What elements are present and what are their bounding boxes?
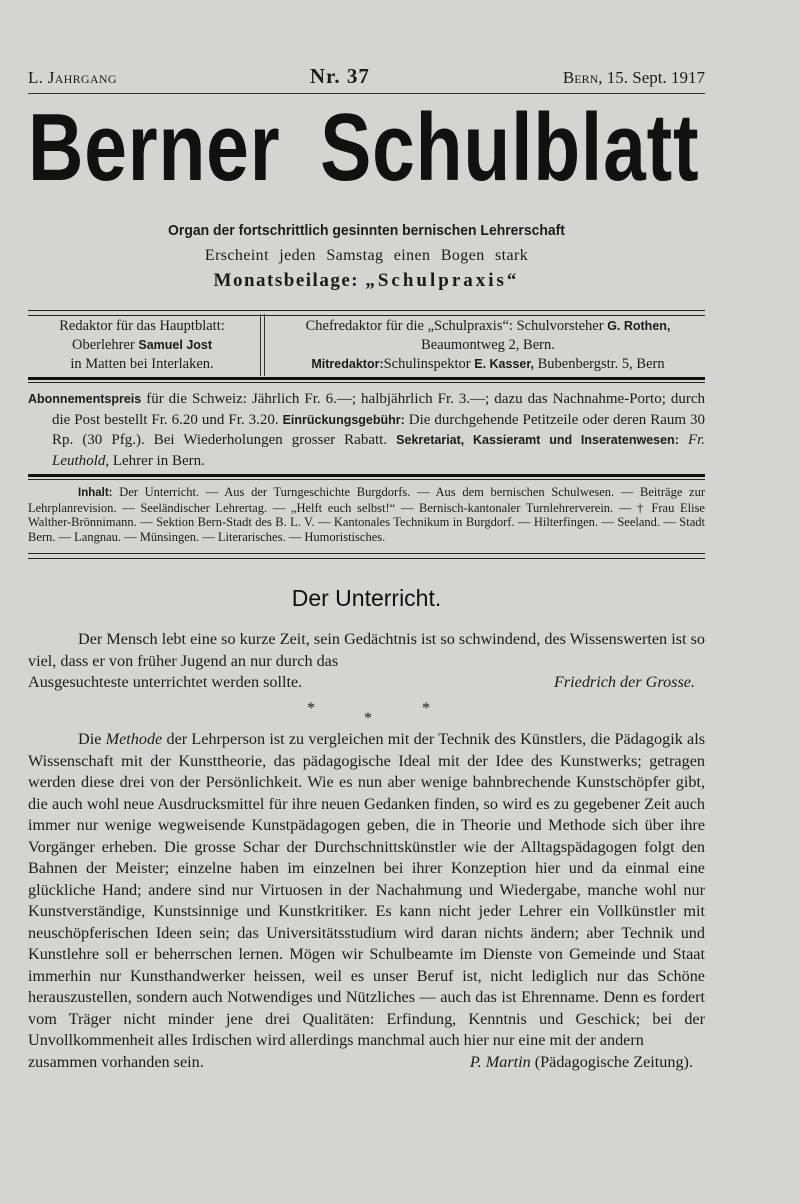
emphasis: Methode — [105, 730, 163, 748]
issue-date: 15. Sept. 1917 — [606, 68, 705, 87]
article-last-line — [28, 1052, 705, 1074]
insertion-label: Einrückungsgebühr: — [282, 412, 405, 427]
secretariat-text: Lehrer in Bern. — [112, 452, 205, 469]
column-divider — [260, 314, 265, 376]
subtitle-frequency: Erscheint jeden Samstag einen Bogen stark — [204, 247, 529, 264]
subtitle-supplement — [28, 270, 705, 292]
editor-main-name-line — [28, 336, 256, 355]
editor-name: Samuel Jost — [138, 338, 213, 352]
article-body — [28, 729, 705, 1073]
editor-title: Oberlehrer — [71, 337, 135, 353]
asterisk: * — [422, 700, 430, 717]
masthead-info-line — [28, 64, 705, 88]
issue-number: Nr. 37 — [309, 64, 370, 88]
table-of-contents — [28, 485, 705, 544]
volume-label: L. Jahrgang — [28, 68, 117, 87]
asterisk: * — [364, 710, 372, 727]
editor-main — [28, 317, 256, 374]
epigraph-text: Der Mensch lebt eine so kurze Zeit, sein Gedächtnis ist so schwindend, des Wissenswerten ist so viel, dass er von früher Jugend an nur durch das — [28, 630, 705, 670]
article-title: Der Unterricht. — [291, 585, 442, 611]
subscription-label: Abonnementspreis — [28, 392, 142, 406]
divider-rule — [28, 553, 705, 559]
supplement-label: Monatsbeilage: — [213, 270, 360, 291]
divider-rule — [28, 310, 705, 316]
paragraph-start: Die — [78, 730, 102, 748]
co-editor-address: Bubenbergstr. 5, Bern — [537, 356, 665, 372]
date-line — [563, 68, 705, 88]
epigraph — [28, 629, 705, 694]
secretariat-label: Sekretariat, Kassieramt und Inseratenwesen: — [396, 433, 679, 447]
paragraph-end: zusammen vorhanden sein. — [28, 1052, 204, 1071]
epigraph-last-line — [28, 672, 705, 694]
article-author: P. Martin — [469, 1052, 531, 1071]
section-break — [28, 700, 705, 727]
co-editor-line — [271, 355, 705, 374]
city: Bern, — [562, 68, 603, 87]
co-editor-name: E. Kasser, — [474, 357, 534, 371]
editors-box — [28, 317, 705, 375]
insertion-text: Die durchgehende Petitzeile oder deren Raum 30 Rp. (30 Pfg.). Bei Wiederholungen grosser Rabatt. — [52, 411, 706, 448]
subscription-info — [28, 389, 705, 471]
chief-editor-address: Beaumontweg 2, Bern. — [421, 337, 555, 353]
editor-main-address: in Matten bei Interlaken. — [70, 356, 214, 372]
divider-rule — [28, 474, 705, 480]
asterisk: * — [307, 700, 315, 717]
secretariat-name: Fr. Leuthold, — [52, 432, 706, 469]
epigraph-author: Friedrich der Grosse. — [553, 673, 695, 691]
chief-editor-role: Chefredaktor für die „Schulpraxis“: Schulvorsteher — [305, 318, 604, 334]
co-editor-title: Schulinspektor — [383, 356, 471, 372]
chief-editor-line — [271, 317, 705, 336]
divider-rule — [28, 377, 705, 383]
article-publication: (Pädagogische Zeitung). — [534, 1052, 693, 1071]
supplement-name: „Schulpraxis“ — [365, 270, 520, 291]
editor-supplement — [271, 317, 705, 374]
paragraph-text: der Lehrperson ist zu vergleichen mit der Technik des Künstlers, die Pädagogik als Wissenschaft mit der Kunsttheorie, das pädagogische Ideal mit der Idee des Kunstwerks; getragen werden diese drei von der Persönlichkeit. Wie es nun aber wenige bahnbrechende Kunstschöpfer gibt, die auch wohl neue Ausdrucksmittel für ihre neuen Gedanken finden, so wird es zu gegebener Zeit auch immer nur wenige wegweisende Kunstpädagogen geben, die in Theorie und Methode sich über ihre Vorgänger erheben. Die grosse Schar der Durchschnittskünstler wie der Alltagspädagogen folgt den Bahnen der Meister; einzelne haben im einzelnen bei ihrer Konzeption hier und da einmal eine glückliche Hand; andere sind nur Virtuosen in der Nachahmung und Wiedergabe, manche wohl nur Kunstverständige, Kunstsinnige und Kunstkritiker. Es kann nicht jeder Lehrer ein Vollkünstler mit neuschöpferischen Ideen sein; das Universitätsstudium wird daran nichts ändern; aber Technik und Kunstlehre soll er beherrschen lernen. Mögen wir Schulbeamte im Dienste von Gemeinde und Staat immerhin nur Kunsthandwerker heissen, weil es unser Beruf ist, nicht lediglich nur das Schöne herauszustellen, sondern auch Notwendiges und Nützliches — auch das ist Ehrenname. Denn es fordert vom Träger nicht minder jene drei Qualitäten: Erfindung, Kenntnis und Geschick; bei der Unvollkommenheit alles Irdischen wird allerdings manchmal auch hier nur eine mit der andern — [28, 730, 706, 1049]
co-editor-label: Mitredaktor: — [311, 357, 384, 371]
newspaper-title: Berner Schulblatt — [28, 94, 700, 201]
chief-editor-name: G. Rothen, — [607, 319, 671, 333]
contents-label: Inhalt: — [78, 487, 113, 499]
article-source — [470, 1052, 705, 1074]
editor-main-role: Redaktor für das Hauptblatt: — [59, 318, 225, 334]
article-paragraph — [28, 729, 705, 1052]
epigraph-text-end: Ausgesuchteste unterrichtet werden sollte. — [28, 673, 303, 691]
subtitle-organ: Organ der fortschrittlich gesinnten bernischen Lehrerschaft — [168, 222, 565, 239]
contents-text: Der Unterricht. — Aus der Turngeschichte Burgdorfs. — Aus dem bernischen Schulwesen. — Beiträge zur Lehrplanrevision. — Seeländischer Lehrertag. — „Helft euch selbst!“ — Bernisch-kantonaler Turnlehrerverein. — † Frau Elise Walther-Brönnimann. — Sektion Bern-Stadt des B. L. V. — Kantonales Technikum in Burgdorf. — Hilterfingen. — Seeland. — Stadt Bern. — Langnau. — Münsingen. — Literarisches. — Humoristisches. — [28, 485, 706, 544]
subscription-text: für die Schweiz: Jährlich Fr. 6.—; halbjährlich Fr. 3.—; dazu das Nachnahme-Porto; durch die Post bestellt Fr. 6.20 und Fr. 3.20. — [52, 391, 705, 428]
